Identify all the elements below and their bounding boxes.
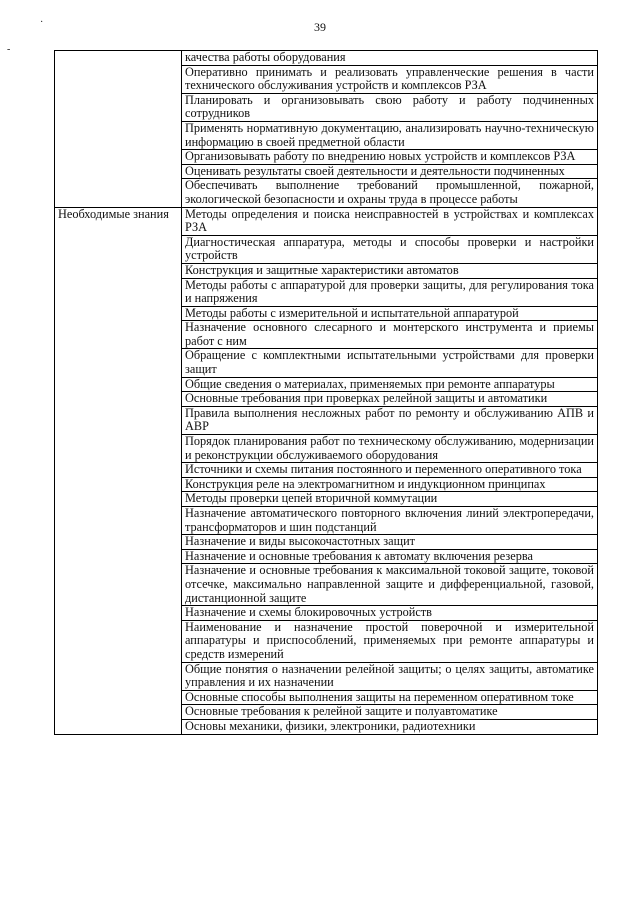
requirement-item: Порядок планирования работ по техническому обслуживанию, модернизации и реконструкции обслуживаемого оборудования bbox=[182, 435, 598, 463]
requirement-item: Конструкция и защитные характеристики автоматов bbox=[182, 263, 598, 278]
requirement-item: Общие понятия о назначении релейной защиты; о целях защиты, автоматике управления и их назначении bbox=[182, 662, 598, 690]
scan-mark: - bbox=[7, 44, 11, 55]
requirement-item: Обеспечивать выполнение требований промышленной, пожарной, экологической безопасности и охраны труда в процессе работы bbox=[182, 179, 598, 207]
requirement-item: Назначение и основные требования к максимальной токовой защите, токовой отсечке, максимально направленной защите и дифференциальной, газовой, дистанционной защите bbox=[182, 564, 598, 606]
requirement-item: Основы механики, физики, электроники, радиотехники bbox=[182, 719, 598, 734]
requirement-item: Наименование и назначение простой поверочной и измерительной аппаратуры и приспособлений, применяемых при ремонте аппаратуры и средств измерений bbox=[182, 620, 598, 662]
requirement-item: Методы проверки цепей вторичной коммутации bbox=[182, 492, 598, 507]
requirement-item: Назначение и виды высокочастотных защит bbox=[182, 535, 598, 550]
requirement-item: Правила выполнения несложных работ по ремонту и обслуживанию АПВ и АВР bbox=[182, 406, 598, 434]
table-row bbox=[55, 207, 598, 235]
requirement-item: Организовывать работу по внедрению новых устройств и комплексов РЗА bbox=[182, 150, 598, 165]
requirement-item: Методы работы с аппаратурой для проверки защиты, для регулирования тока и напряжения bbox=[182, 278, 598, 306]
requirement-item: Оперативно принимать и реализовать управленческие решения в части технического обслуживания устройств и комплексов РЗА bbox=[182, 65, 598, 93]
requirement-item: Методы определения и поиска неисправностей в устройствах и комплексах РЗА bbox=[182, 207, 598, 235]
page-number: 39 bbox=[314, 20, 326, 34]
requirement-item: Назначение и схемы блокировочных устройств bbox=[182, 606, 598, 621]
section-label bbox=[55, 51, 182, 208]
requirement-item: качества работы оборудования bbox=[182, 51, 598, 66]
competency-table bbox=[54, 50, 598, 735]
requirement-item: Основные способы выполнения защиты на переменном оперативном токе bbox=[182, 690, 598, 705]
requirement-item: Методы работы с измерительной и испытательной аппаратурой bbox=[182, 306, 598, 321]
requirement-item: Назначение и основные требования к автомату включения резерва bbox=[182, 549, 598, 564]
requirement-item: Диагностическая аппаратура, методы и способы проверки и настройки устройств bbox=[182, 235, 598, 263]
requirement-item: Общие сведения о материалах, применяемых при ремонте аппаратуры bbox=[182, 377, 598, 392]
requirement-item: Применять нормативную документацию, анализировать научно-техническую информацию в своей предметной области bbox=[182, 121, 598, 149]
requirement-item: Обращение с комплектными испытательными устройствами для проверки защит bbox=[182, 349, 598, 377]
section-label: Необходимые знания bbox=[55, 207, 182, 734]
requirement-item: Назначение автоматического повторного включения линий электропередачи, трансформаторов и шин подстанций bbox=[182, 507, 598, 535]
requirement-item: Назначение основного слесарного и монтерского инструмента и приемы работ с ним bbox=[182, 321, 598, 349]
table-row bbox=[55, 51, 598, 66]
scan-mark: · bbox=[40, 17, 44, 28]
requirement-item: Основные требования к релейной защите и полуавтоматике bbox=[182, 705, 598, 720]
requirement-item: Оценивать результаты своей деятельности и деятельности подчиненных bbox=[182, 164, 598, 179]
requirement-item: Планировать и организовывать свою работу и работу подчиненных сотрудников bbox=[182, 93, 598, 121]
requirement-item: Конструкция реле на электромагнитном и индукционном принципах bbox=[182, 477, 598, 492]
requirement-item: Источники и схемы питания постоянного и переменного оперативного тока bbox=[182, 463, 598, 478]
requirement-item: Основные требования при проверках релейной защиты и автоматики bbox=[182, 392, 598, 407]
